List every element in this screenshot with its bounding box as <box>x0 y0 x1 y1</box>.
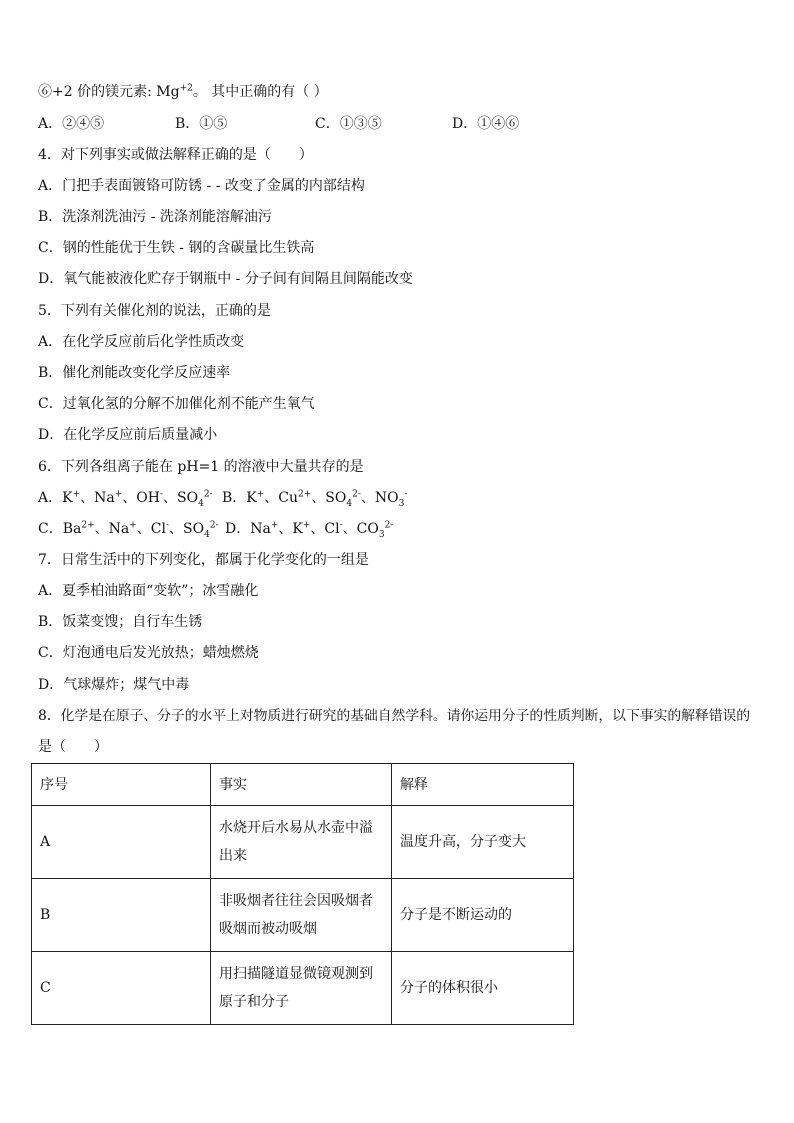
q6-stem: 6．下列各组离子能在 pH=1 的溶液中大量共存的是 <box>38 459 364 475</box>
row-id: C <box>32 952 211 1025</box>
row-id: B <box>32 879 211 952</box>
row-id: A <box>32 806 211 879</box>
q3-tail-line <box>38 82 328 102</box>
q5-option-a: A．在化学反应前后化学性质改变 <box>38 334 245 350</box>
row-explain: 分子是不断运动的 <box>392 879 574 952</box>
q6-options-row1 <box>38 488 738 508</box>
row-fact: 非吸烟者往往会因吸烟者 吸烟而被动吸烟 <box>211 879 392 952</box>
q8-stem-line2: 是（ ） <box>38 739 108 755</box>
q6-options-row2 <box>38 519 738 539</box>
q3-tail-text: ⑥+2 价的镁元素: Mg <box>38 84 180 100</box>
q6-option-b: B．K+、$Cu^{2+}$、$SO_4^{2-}$、$NO_3^-$ <box>222 489 408 509</box>
row-explain: 分子的体积很小 <box>392 952 574 1025</box>
q3-tail-sup: +2 <box>179 83 193 94</box>
q4-option-c: C．钢的性能优于生铁 - 钢的含碳量比生铁高 <box>38 240 315 256</box>
q6-option-c: C．$Ba^{2+}$、Na+、Cl-、$SO_4^{2-}$ <box>38 520 219 540</box>
q6-option-d: D．Na+、K+、Cl-、$CO_3^{2-}$ <box>225 520 394 540</box>
table-header-row <box>32 764 574 806</box>
row-fact: 用扫描隧道显微镜观测到 原子和分子 <box>211 952 392 1025</box>
table-row <box>32 879 574 952</box>
q7-option-c: C．灯泡通电后发光放热；蜡烛燃烧 <box>38 645 259 661</box>
q5-stem: 5．下列有关催化剂的说法，正确的是 <box>38 303 271 319</box>
q7-stem: 7．日常生活中的下列变化，都属于化学变化的一组是 <box>38 552 369 568</box>
q8-table <box>31 763 574 1025</box>
q3-options <box>38 114 738 134</box>
q7-option-b: B．饭菜变馊；自行车生锈 <box>38 614 203 630</box>
row-explain: 温度升高，分子变大 <box>392 806 574 879</box>
q3-option-c: C．①③⑤ <box>315 116 382 132</box>
header-cell-fact: 事实 <box>211 764 392 806</box>
q4-option-a: A．门把手表面镀铬可防锈 - - 改变了金属的内部结构 <box>38 178 365 194</box>
q7-option-a: A．夏季柏油路面“变软”；冰雪融化 <box>38 583 259 599</box>
q8-stem-line1: 8．化学是在原子、分子的水平上对物质进行研究的基础自然学科。请你运用分子的性质判断，以下事实的解释错误的 <box>38 708 751 724</box>
q5-option-d: D．在化学反应前后质量减小 <box>38 427 218 443</box>
q3-tail-end: 。 其中正确的有（ ） <box>192 84 328 100</box>
header-cell-explain: 解释 <box>392 764 574 806</box>
q7-option-d: D．气球爆炸；煤气中毒 <box>38 677 190 693</box>
q4-stem: 4．对下列事实或做法解释正确的是（ ） <box>38 147 313 163</box>
q4-option-b: B．洗涤剂洗油污 - 洗涤剂能溶解油污 <box>38 209 272 225</box>
row-fact: 水烧开后水易从水壶中溢 出来 <box>211 806 392 879</box>
q5-option-c: C．过氧化氢的分解不加催化剂不能产生氧气 <box>38 396 315 412</box>
q3-option-a: A．②④⑤ <box>38 116 105 132</box>
header-cell-id: 序号 <box>32 764 211 806</box>
q3-option-d: D．①④⑥ <box>452 116 520 132</box>
q4-option-d: D．氧气能被液化贮存于钢瓶中 - 分子间有间隔且间隔能改变 <box>38 271 413 287</box>
table-row <box>32 952 574 1025</box>
table-row <box>32 806 574 879</box>
q6-option-a: A．K+、Na+、OH-、$SO_4^{2-}$ <box>38 489 213 509</box>
q3-option-b: B．①⑤ <box>175 116 228 132</box>
q5-option-b: B．催化剂能改变化学反应速率 <box>38 365 231 381</box>
